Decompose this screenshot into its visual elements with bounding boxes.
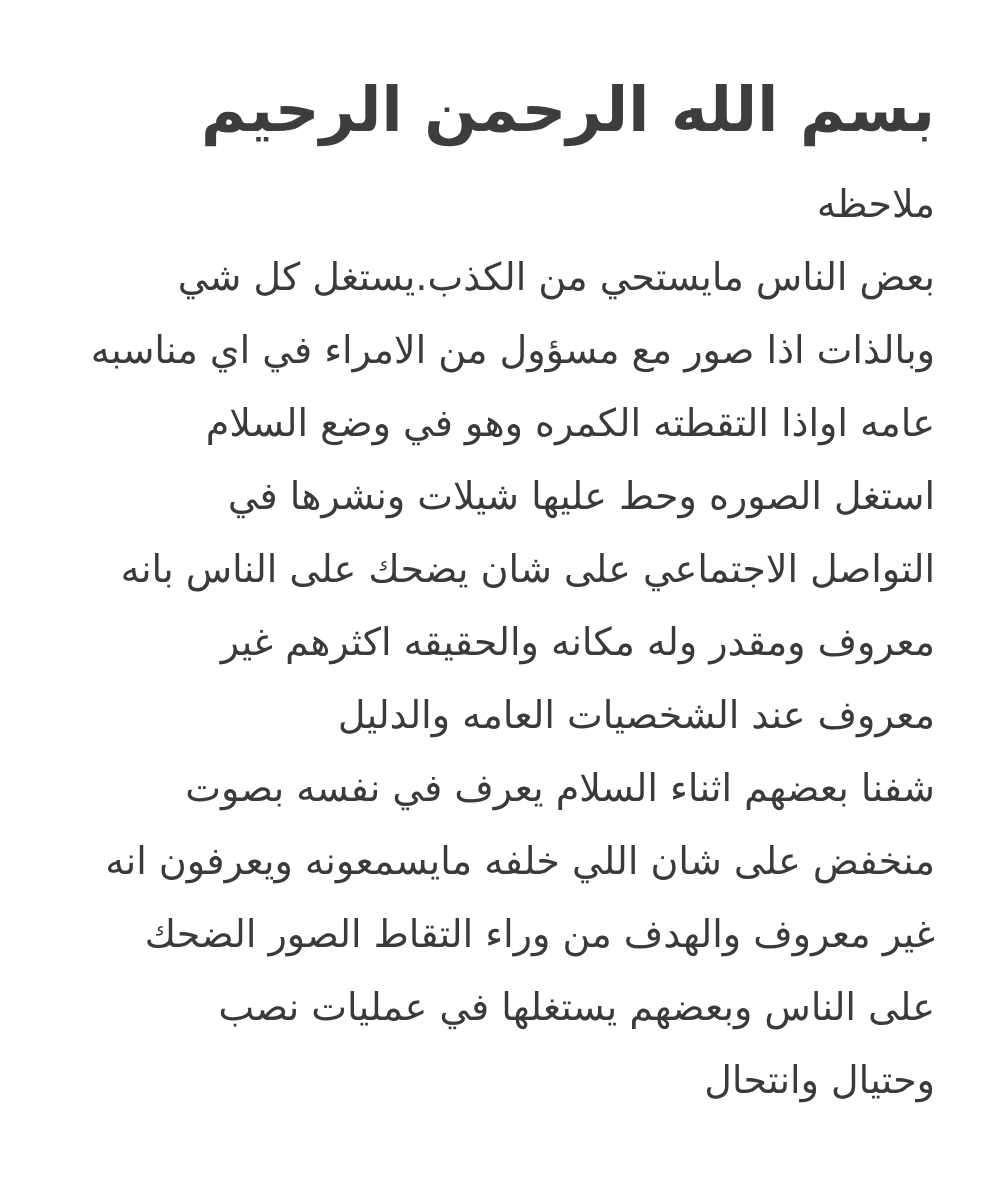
text-line: شفنا بعضهم اثناء السلام يعرف في نفسه بصوت (185, 766, 935, 810)
text-line: عامه اواذا التقطته الكمره وهو في وضع السلام (205, 401, 935, 445)
text-line: وبالذات اذا صور مع مسؤول من الامراء في اي مناسبه (90, 328, 935, 372)
text-line: منخفض على شان اللي خلفه مايسمعونه ويعرفون انه (105, 839, 935, 883)
text-line: وحتيال وانتحال (704, 1058, 935, 1102)
text-line: على الناس وبعضهم يستغلها في عمليات نصب (218, 985, 935, 1029)
text-line: غير معروف والهدف من وراء التقاط الصور الضحك (144, 912, 935, 956)
page-title: بسم الله الرحمن الرحيم (200, 73, 935, 146)
text-line: استغل الصوره وحط عليها شيلات ونشرها في (227, 474, 935, 518)
document-body (20, 0, 935, 1117)
text-line: التواصل الاجتماعي على شان يضحك على الناس بانه (120, 547, 935, 591)
text-line: بعض الناس مايستحي من الكذب.يستغل كل شي (177, 255, 935, 299)
text-line: معروف عند الشخصيات العامه والدليل (337, 693, 935, 737)
text-block (20, 168, 935, 1117)
text-line: معروف ومقدر وله مكانه والحقيقه اكثرهم غير (220, 620, 935, 664)
text-line-note-heading: ملاحظه (816, 182, 935, 226)
